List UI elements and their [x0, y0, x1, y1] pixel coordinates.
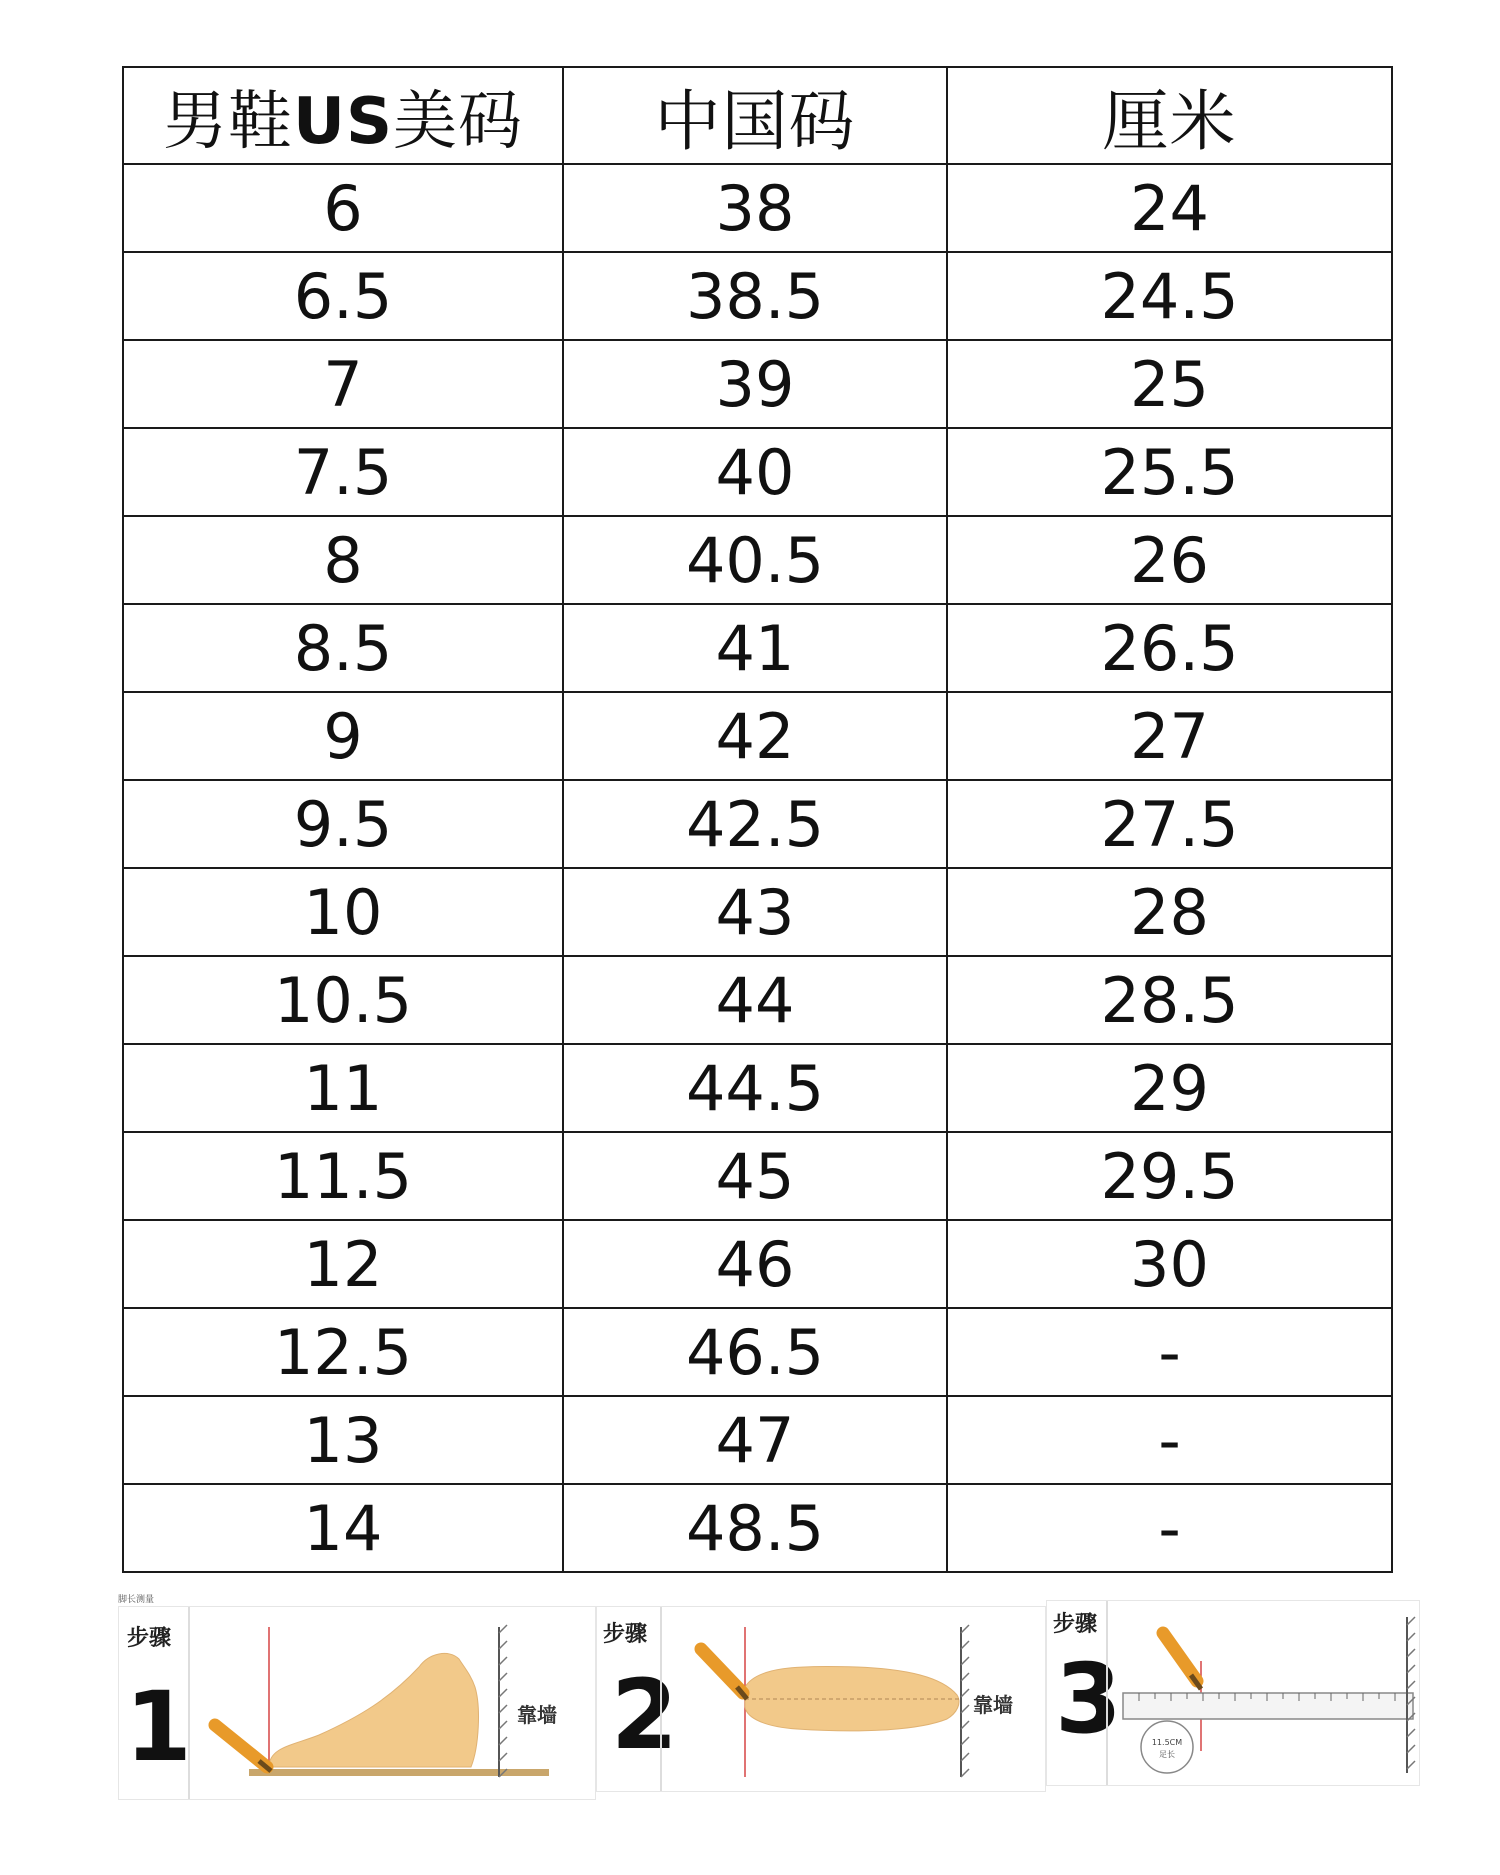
size-chart-table	[122, 66, 1393, 1573]
measurement-badge	[1141, 1721, 1193, 1773]
step-3-label: 步骤	[1053, 1612, 1098, 1637]
step-1-wall-label: 靠墙	[517, 1703, 557, 1727]
cm-cell: 27.5	[947, 780, 1392, 868]
cm-cell: 26.5	[947, 604, 1392, 692]
step-2-wall-label: 靠墙	[973, 1693, 1013, 1717]
us-size-cell: 6.5	[123, 252, 563, 340]
table-row	[123, 428, 1392, 516]
ruler-icon	[1123, 1693, 1413, 1719]
cn-size-cell: 44.5	[563, 1044, 947, 1132]
cn-size-cell: 46.5	[563, 1308, 947, 1396]
cm-cell: 25.5	[947, 428, 1392, 516]
step-3-illustration	[1047, 1601, 1419, 1785]
us-size-cell: 12	[123, 1220, 563, 1308]
table-row	[123, 1308, 1392, 1396]
step-1-label: 步骤	[127, 1626, 172, 1651]
cn-size-cell: 40.5	[563, 516, 947, 604]
foot-side-icon	[269, 1653, 478, 1767]
us-size-cell: 14	[123, 1484, 563, 1572]
pencil-icon	[1163, 1633, 1201, 1689]
cn-size-cell: 40	[563, 428, 947, 516]
wall-icon	[961, 1625, 969, 1777]
us-size-cell: 9.5	[123, 780, 563, 868]
us-size-cell: 7.5	[123, 428, 563, 516]
cn-size-cell: 45	[563, 1132, 947, 1220]
table-row	[123, 956, 1392, 1044]
table-row	[123, 1484, 1392, 1572]
cn-size-cell: 43	[563, 868, 947, 956]
us-size-cell: 11.5	[123, 1132, 563, 1220]
us-size-cell: 9	[123, 692, 563, 780]
badge-label: 足长	[1159, 1750, 1175, 1759]
badge-value: 11.5CM	[1151, 1738, 1183, 1747]
cn-size-cell: 38.5	[563, 252, 947, 340]
cn-size-cell: 42	[563, 692, 947, 780]
cn-size-cell: 39	[563, 340, 947, 428]
cm-cell: 28	[947, 868, 1392, 956]
cm-cell: -	[947, 1484, 1392, 1572]
table-row	[123, 868, 1392, 956]
us-size-cell: 8	[123, 516, 563, 604]
cm-cell: 30	[947, 1220, 1392, 1308]
cm-cell: 29.5	[947, 1132, 1392, 1220]
table-row	[123, 1044, 1392, 1132]
cm-cell: 24.5	[947, 252, 1392, 340]
step-strip-note: 脚长测量	[118, 1595, 155, 1605]
cm-cell: 29	[947, 1044, 1392, 1132]
step-2-label: 步骤	[603, 1622, 648, 1647]
us-size-cell: 12.5	[123, 1308, 563, 1396]
cm-cell: 27	[947, 692, 1392, 780]
wall-icon	[499, 1625, 507, 1777]
cn-size-cell: 42.5	[563, 780, 947, 868]
step-1-panel	[118, 1606, 596, 1800]
cm-cell: 28.5	[947, 956, 1392, 1044]
table-row	[123, 340, 1392, 428]
step-3-panel	[1046, 1600, 1420, 1786]
table-header-row	[123, 67, 1392, 164]
step-3-number: 3	[1055, 1643, 1122, 1755]
cn-size-cell: 41	[563, 604, 947, 692]
table-body	[123, 164, 1392, 1572]
cm-cell: -	[947, 1396, 1392, 1484]
us-size-cell: 10	[123, 868, 563, 956]
cn-size-cell: 44	[563, 956, 947, 1044]
us-size-cell: 7	[123, 340, 563, 428]
us-size-cell: 8.5	[123, 604, 563, 692]
table-row	[123, 1132, 1392, 1220]
table-row	[123, 1396, 1392, 1484]
cn-size-cell: 48.5	[563, 1484, 947, 1572]
header-cn-size: 中国码	[563, 67, 947, 164]
header-cm: 厘米	[947, 67, 1392, 164]
header-us-size: 男鞋US美码	[123, 67, 563, 164]
table-row	[123, 692, 1392, 780]
table-row	[123, 252, 1392, 340]
table-row	[123, 1220, 1392, 1308]
step-2-number: 2	[611, 1659, 678, 1771]
cn-size-cell: 38	[563, 164, 947, 252]
us-size-cell: 10.5	[123, 956, 563, 1044]
us-size-cell: 13	[123, 1396, 563, 1484]
table-row	[123, 780, 1392, 868]
pencil-icon	[701, 1649, 747, 1699]
cm-cell: 25	[947, 340, 1392, 428]
pencil-icon	[215, 1725, 271, 1771]
cm-cell: 26	[947, 516, 1392, 604]
us-size-cell: 6	[123, 164, 563, 252]
cn-size-cell: 47	[563, 1396, 947, 1484]
cn-size-cell: 46	[563, 1220, 947, 1308]
cm-cell: 24	[947, 164, 1392, 252]
table-row	[123, 604, 1392, 692]
table-row	[123, 164, 1392, 252]
cm-cell: -	[947, 1308, 1392, 1396]
table-row	[123, 516, 1392, 604]
us-size-cell: 11	[123, 1044, 563, 1132]
step-1-number: 1	[125, 1671, 192, 1783]
step-2-panel	[596, 1606, 1046, 1792]
